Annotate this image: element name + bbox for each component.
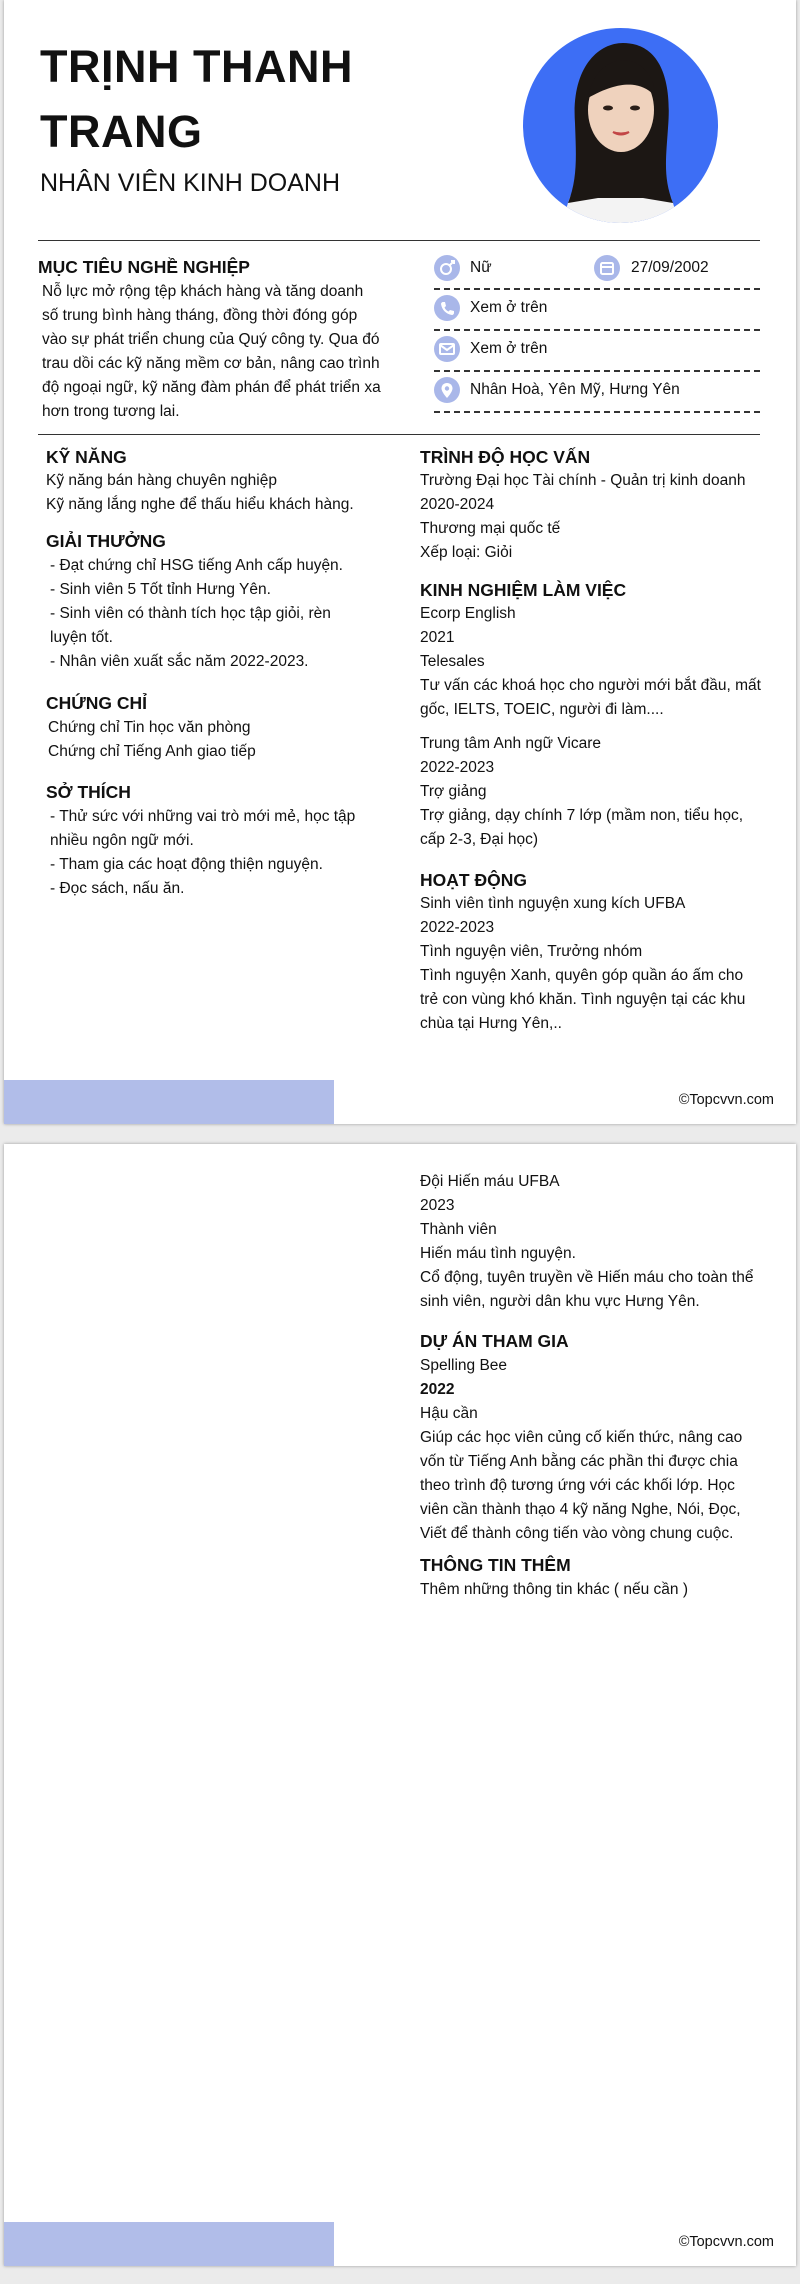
experience-heading: KINH NGHIỆM LÀM VIỆC [420,580,627,600]
job-period: 2022-2023 [420,759,495,776]
copyright: ©Topcvvn.com [678,1092,774,1108]
activity-role: Thành viên [420,1221,497,1238]
hobbies-heading: SỞ THÍCH [46,782,131,802]
contact-divider [434,370,760,372]
email-icon [434,336,460,362]
cv-page-1 [4,0,796,1124]
skill-item: Kỹ năng bán hàng chuyên nghiệp [46,472,277,489]
location-icon [434,377,460,403]
phone-value: Xem ở trên [470,299,548,316]
job-period: 2021 [420,629,455,646]
copyright: ©Topcvvn.com [678,2234,774,2250]
certificates-heading: CHỨNG CHỈ [46,693,148,713]
education-major: Thương mại quốc tế [420,520,561,537]
activity-period: 2022-2023 [420,919,495,936]
hobby-item: - Thử sức với những vai trò mới mẻ, học tập nhiều ngôn ngữ mới. [50,808,356,849]
candidate-name: TRỊNH THANH TRANG [40,41,353,157]
activity-org: Sinh viên tình nguyện xung kích UFBA [420,895,686,912]
objective-heading: MỤC TIÊU NGHỀ NGHIỆP [38,257,250,277]
gender-icon [434,255,460,281]
skills-heading: KỸ NĂNG [46,447,127,467]
awards-heading: GIẢI THƯỞNG [46,531,166,551]
activity-description: Tình nguyện Xanh, quyên góp quần áo ấm cho trẻ con vùng khó khăn. Tình nguyện tại các khu chùa tại Hưng Yên,.. [420,967,746,1032]
job-company: Trung tâm Anh ngữ Vicare [420,735,601,752]
header-divider [38,240,760,241]
gender-value: Nữ [470,259,492,276]
hobby-item: - Đọc sách, nấu ăn. [50,880,185,897]
contact-divider [434,329,760,331]
activity-role: Tình nguyện viên, Trưởng nhóm [420,943,643,960]
education-period: 2020-2024 [420,496,495,513]
calendar-icon [594,255,620,281]
award-item: - Đạt chứng chỉ HSG tiếng Anh cấp huyện. [50,557,343,574]
project-year: 2022 [420,1381,455,1398]
education-heading: TRÌNH ĐỘ HỌC VẤN [420,447,591,467]
phone-icon [434,295,460,321]
job-description: Tư vấn các khoá học cho người mới bắt đầu, mất gốc, IELTS, TOEIC, người đi làm.... [420,677,761,718]
objective-text: Nỗ lực mở rộng tệp khách hàng và tăng doanh số trung bình hàng tháng, đồng thời đóng góp vào sự phát triển chung của Quý công ty. Qua đó trau dồi các kỹ năng mềm cơ bản, nâng cao trình độ ngoại ngữ, kỹ năng đàm phán để phát triển xa hơn trong tương lai. [42,283,381,420]
cv-page-2 [4,1144,796,2266]
award-item: - Sinh viên 5 Tốt tỉnh Hưng Yên. [50,581,271,598]
extra-info-text: Thêm những thông tin khác ( nếu cần ) [420,1581,689,1598]
award-item: - Sinh viên có thành tích học tập giỏi, rèn luyện tốt. [50,605,331,646]
education-grade: Xếp loại: Giỏi [420,544,513,561]
activity-description: Hiến máu tình nguyện. [420,1245,576,1262]
certificate-item: Chứng chỉ Tiếng Anh giao tiếp [48,743,256,760]
activity-period: 2023 [420,1197,455,1214]
project-name: Spelling Bee [420,1357,508,1374]
job-description: Trợ giảng, dạy chính 7 lớp (mầm non, tiểu học, cấp 2-3, Đại học) [420,807,744,848]
footer-band [4,2222,334,2266]
projects-heading: DỰ ÁN THAM GIA [420,1331,569,1351]
project-role: Hậu cần [420,1405,478,1422]
email-value: Xem ở trên [470,340,548,357]
footer-band [4,1080,334,1124]
activities-heading: HOẠT ĐỘNG [420,870,527,890]
extra-info-heading: THÔNG TIN THÊM [420,1555,571,1575]
birthday-value: 27/09/2002 [631,259,709,276]
activity-org: Đội Hiến máu UFBA [420,1173,560,1190]
education-school: Trường Đại học Tài chính - Quản trị kinh doanh [420,472,746,489]
address-value: Nhân Hoà, Yên Mỹ, Hưng Yên [470,381,680,398]
job-role: Telesales [420,653,485,670]
job-role: Trợ giảng [420,783,487,800]
job-title: NHÂN VIÊN KINH DOANH [40,169,341,197]
project-description: Giúp các học viên củng cố kiến thức, nâng cao vốn từ Tiếng Anh bằng các phần thi được chia theo trình độ tương ứng với các khối lớp. Học viên cần thành thạo 4 kỹ năng Nghe, Nói, Đọc, Viết để thành công tiến vào vòng chung cuộc. [420,1429,743,1542]
skill-item: Kỹ năng lắng nghe để thấu hiểu khách hàng. [46,496,354,513]
activity-description: Cổ động, tuyên truyền về Hiến máu cho toàn thể sinh viên, người dân khu vực Hưng Yên. [420,1269,754,1310]
contact-divider [434,411,760,413]
job-company: Ecorp English [420,605,516,622]
contact-divider [434,288,760,290]
award-item: - Nhân viên xuất sắc năm 2022-2023. [50,653,309,670]
section-divider [38,434,760,435]
profile-photo [523,28,718,223]
certificate-item: Chứng chỉ Tin học văn phòng [48,719,251,736]
hobby-item: - Tham gia các hoạt động thiện nguyện. [50,856,323,873]
